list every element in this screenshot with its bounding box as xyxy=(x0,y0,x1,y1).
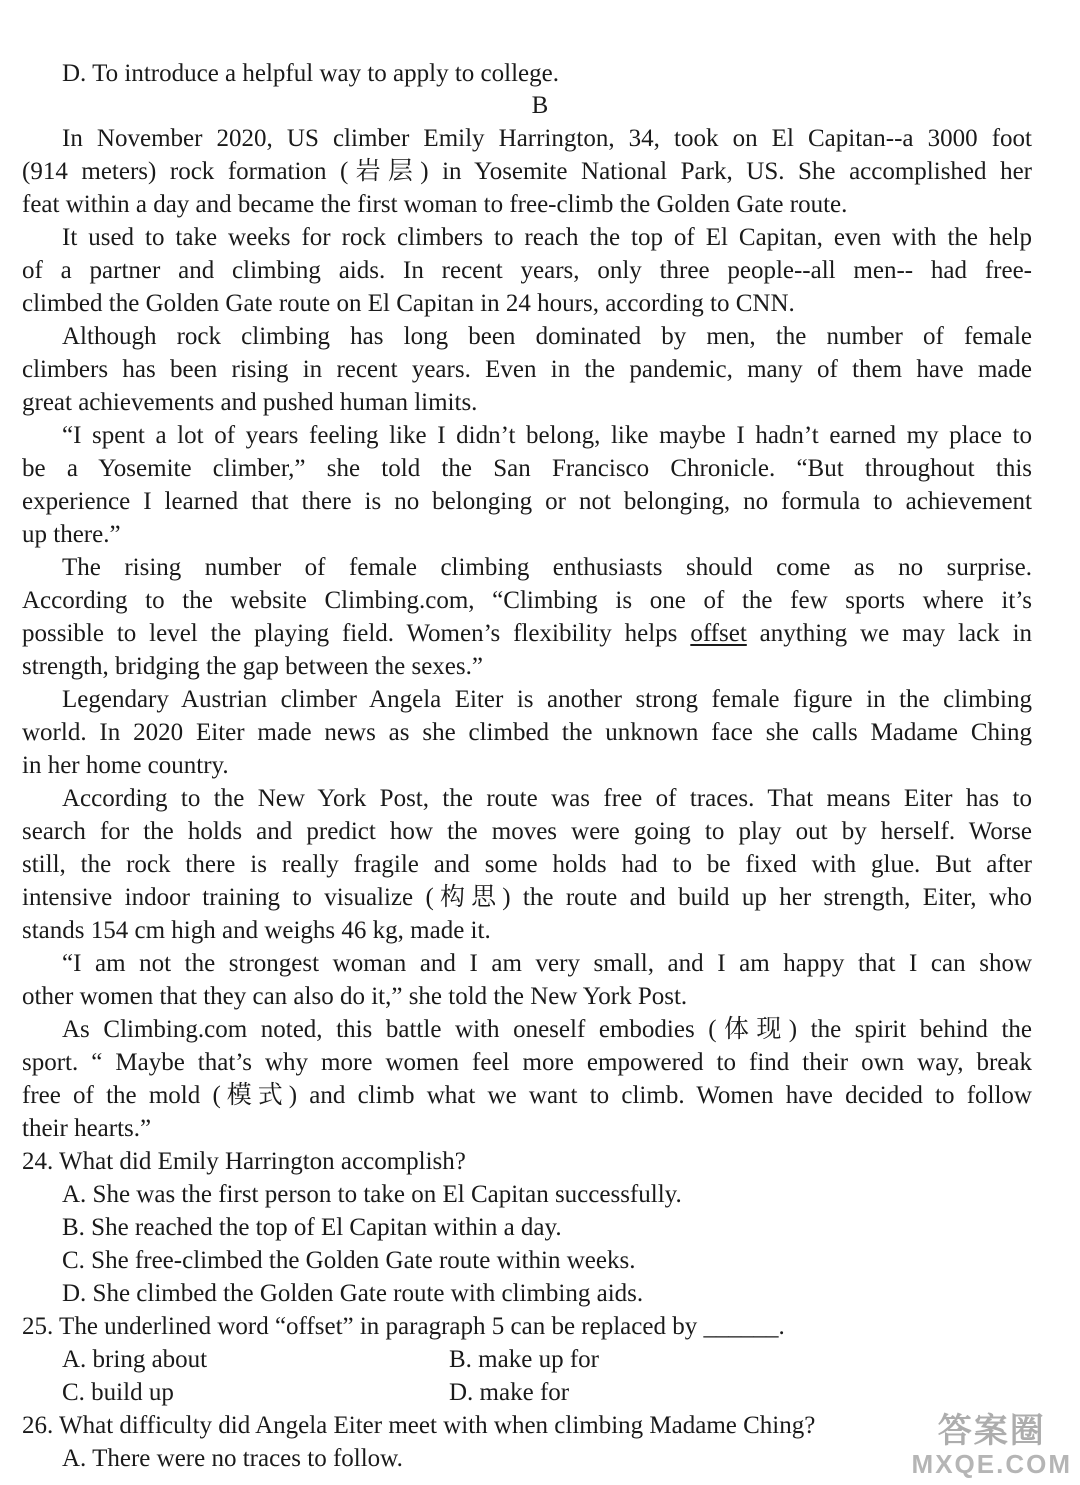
question-stem: 26. What difficulty did Angela Eiter meet with when climbing Madame Ching? xyxy=(22,1412,816,1439)
underlined-word-offset: offset xyxy=(690,620,747,647)
option-a: A. There were no traces to follow. xyxy=(62,1445,403,1472)
text-line: As Climbing.com noted, this battle with oneself embodies (体现) the spirit behind the xyxy=(62,1016,1032,1043)
option-c: C. build up xyxy=(62,1379,174,1406)
text-line: strength, bridging the gap between the sexes.” xyxy=(22,653,483,680)
watermark-logo-text: 答案圈 xyxy=(937,1411,1046,1451)
text-line: great achievements and pushed human limits. xyxy=(22,389,478,416)
text-line: sport. “ Maybe that’s why more women feel more empowered to find their own way, break xyxy=(22,1049,1032,1076)
text-line: intensive indoor training to visualize (构思) the route and build up her strength, Eiter, who xyxy=(22,884,1032,911)
text-line: It used to take weeks for rock climbers to reach the top of El Capitan, even with the help xyxy=(62,224,1032,251)
text-line: other women that they can also do it,” she told the New York Post. xyxy=(22,983,688,1010)
text-line: “I spent a lot of years feeling like I didn’t belong, like maybe I hadn’t earned my place to xyxy=(62,422,1032,449)
text-line: According to the website Climbing.com, “Climbing is one of the few sports where it’s xyxy=(22,587,1032,614)
option-d: D. make for xyxy=(449,1379,570,1406)
option-b: B. She reached the top of El Capitan within a day. xyxy=(62,1214,562,1241)
text-line: search for the holds and predict how the moves were going to play out by herself. Worse xyxy=(22,818,1032,845)
text-line: “I am not the strongest woman and I am very small, and I am happy that I can show xyxy=(62,950,1032,977)
text-line: Although rock climbing has long been dominated by men, the number of female xyxy=(62,323,1032,350)
text-line: in her home country. xyxy=(22,752,229,779)
text-line: world. In 2020 Eiter made news as she climbed the unknown face she calls Madame Ching xyxy=(22,719,1032,746)
text-line: be a Yosemite climber,” she told the San Francisco Chronicle. “But throughout this xyxy=(22,455,1032,482)
question-stem: 24. What did Emily Harrington accomplish? xyxy=(22,1148,466,1175)
option-c: C. She free-climbed the Golden Gate route within weeks. xyxy=(62,1247,636,1274)
text-line: The rising number of female climbing enthusiasts should come as no surprise. xyxy=(62,554,1032,581)
text-line: climbed the Golden Gate route on El Capitan in 24 hours, according to CNN. xyxy=(22,290,795,317)
text-line: According to the New York Post, the route was free of traces. That means Eiter has to xyxy=(62,785,1032,812)
text-line: climbers has been rising in recent years. Even in the pandemic, many of them have made xyxy=(22,356,1032,383)
previous-question-option-d: D. To introduce a helpful way to apply to college. xyxy=(62,60,559,87)
text-line: Legendary Austrian climber Angela Eiter is another strong female figure in the climbing xyxy=(62,686,1032,713)
option-a: A. bring about xyxy=(62,1346,208,1373)
text-line: In November 2020, US climber Emily Harrington, 34, took on El Capitan--a 3000 foot xyxy=(62,125,1032,152)
section-heading: B xyxy=(531,92,549,119)
question-stem: 25. The underlined word “offset” in paragraph 5 can be replaced by ______. xyxy=(22,1313,785,1340)
option-b: B. make up for xyxy=(449,1346,599,1373)
text-line: feat within a day and became the first woman to free-climb the Golden Gate route. xyxy=(22,191,848,218)
text-line: of a partner and climbing aids. In recent years, only three people--all men-- had free- xyxy=(22,257,1032,284)
text-line: possible to level the playing field. Women’s flexibility helps offset anything we may lack in xyxy=(22,620,1033,647)
option-a: A. She was the first person to take on El Capitan successfully. xyxy=(62,1181,682,1208)
text-line: (914 meters) rock formation (岩层) in Yosemite National Park, US. She accomplished her xyxy=(22,158,1032,185)
watermark-logo xyxy=(911,1411,1072,1481)
text-line: up there.” xyxy=(22,521,121,548)
option-d: D. She climbed the Golden Gate route with climbing aids. xyxy=(62,1280,644,1307)
text-line: experience I learned that there is no belonging or not belonging, no formula to achievement xyxy=(22,488,1032,515)
text-line: free of the mold (模式) and climb what we want to climb. Women have decided to follow xyxy=(22,1082,1032,1109)
watermark-site-text: MXQE.COM xyxy=(911,1449,1072,1479)
text-line: stands 154 cm high and weighs 46 kg, made it. xyxy=(22,917,491,944)
text-line: their hearts.” xyxy=(22,1115,152,1142)
text-line: still, the rock there is really fragile and some holds had to be fixed with glue. But after xyxy=(22,851,1032,878)
